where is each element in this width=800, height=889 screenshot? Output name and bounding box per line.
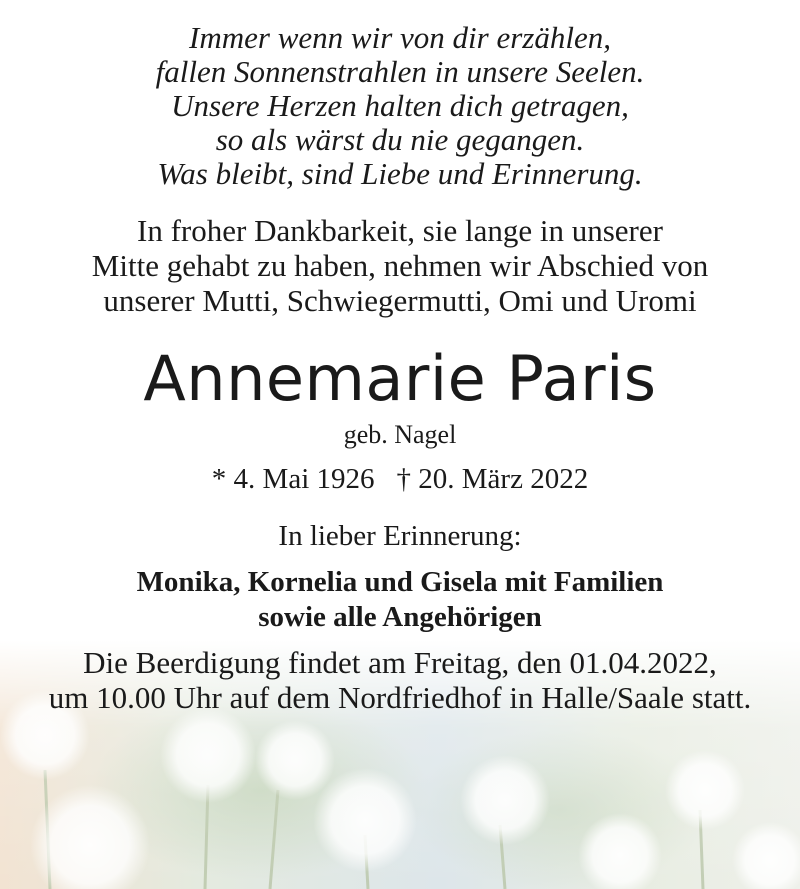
intro-line: unserer Mutti, Schwiegermutti, Omi und Uromi [103, 283, 697, 318]
family-line: Monika, Kornelia und Gisela mit Familien [136, 566, 664, 598]
poem-line: so als wärst du nie gegangen. [215, 122, 585, 157]
poem-line: Immer wenn wir von dir erzählen, [189, 20, 611, 55]
poem-line: Unsere Herzen halten dich getragen, [171, 88, 629, 123]
birth-date: * 4. Mai 1926 [211, 463, 375, 495]
memory-label: In lieber Erinnerung: [278, 520, 522, 552]
birth-name: geb. Nagel [343, 420, 457, 449]
poem-line: Was bleibt, sind Liebe und Erinnerung. [157, 156, 643, 191]
funeral-line: um 10.00 Uhr auf dem Nordfriedhof in Halle/Saale statt. [48, 680, 752, 715]
deceased-name: Annemarie Paris [143, 342, 657, 415]
funeral-line: Die Beerdigung findet am Freitag, den 01.04.2022, [83, 645, 717, 680]
life-dates [0, 462, 800, 496]
poem-line: fallen Sonnenstrahlen in unsere Seelen. [155, 54, 645, 89]
intro-line: Mitte gehabt zu haben, nehmen wir Abschied von [91, 248, 709, 283]
death-date: † 20. März 2022 [396, 463, 589, 495]
family-line: sowie alle Angehörigen [258, 601, 542, 633]
intro-line: In froher Dankbarkeit, sie lange in unserer [137, 213, 663, 248]
